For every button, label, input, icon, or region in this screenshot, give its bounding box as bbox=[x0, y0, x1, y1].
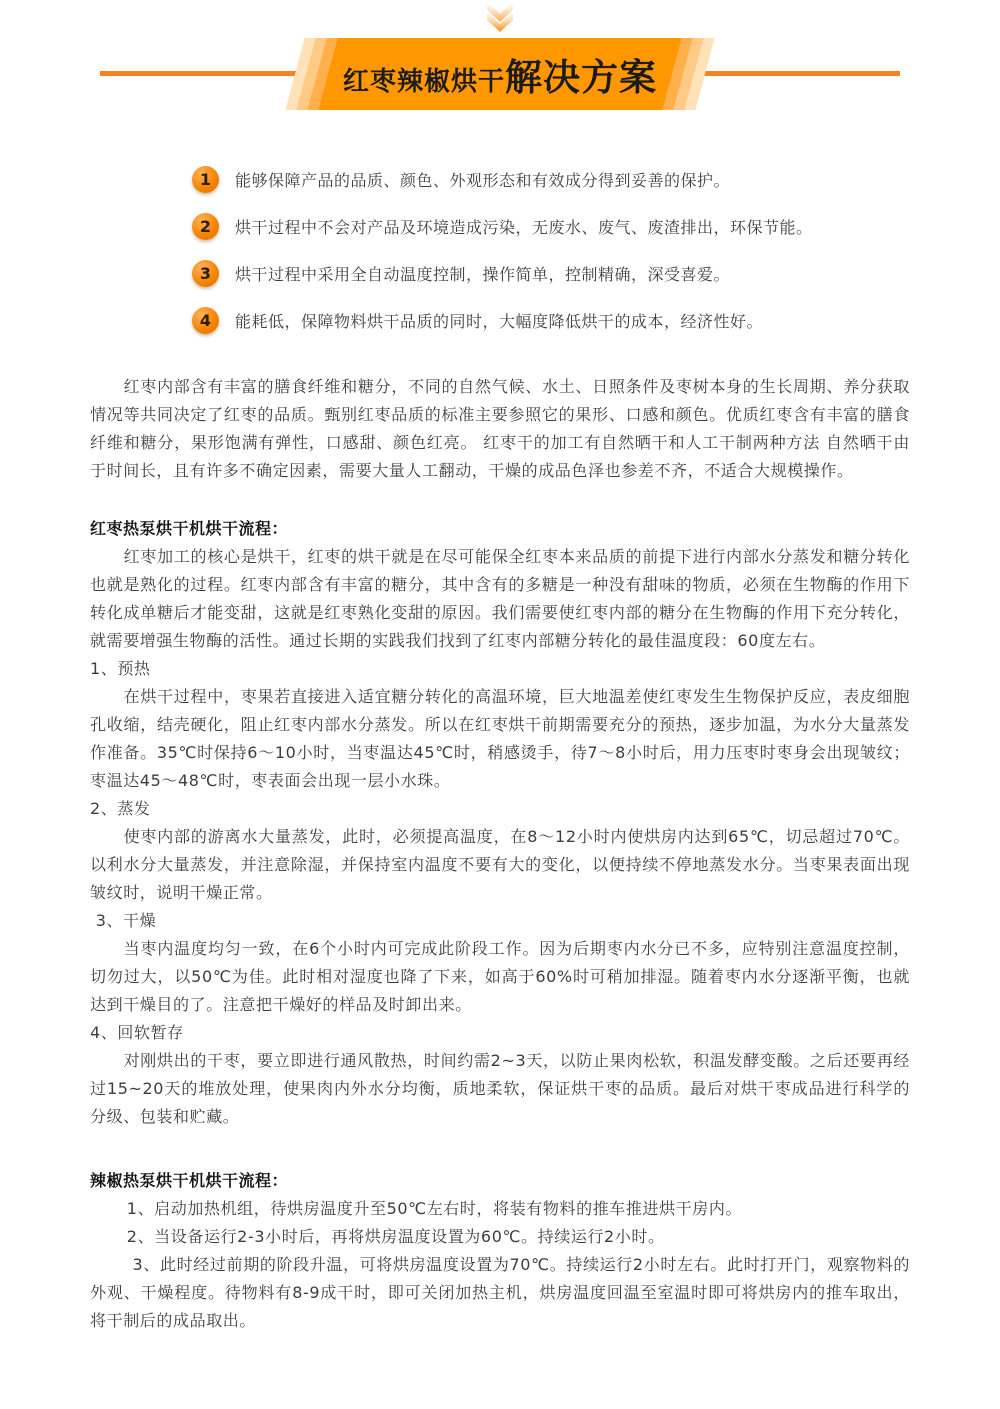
number-badge-4: 4 bbox=[192, 307, 219, 334]
article-body bbox=[90, 373, 910, 1335]
jujube-step-title-4: 4、回软暂存 bbox=[90, 1023, 184, 1042]
highlight-text: 能耗低，保障物料烘干品质的同时，大幅度降低烘干的成本，经济性好。 bbox=[235, 312, 764, 331]
highlight-text: 烘干过程中采用全自动温度控制，操作简单，控制精确，深受喜爱。 bbox=[235, 265, 731, 284]
highlight-item bbox=[192, 166, 910, 194]
chili-step-3: 3、此时经过前期的阶段升温，可将烘房温度设置为70℃。持续运行2小时左右。此时打开门，观察物料的外观、干燥程度。待物料有8-9成干时，即可关闭加热主机，烘房温度回温至室温时即可将烘房内的推车取出，将干制后的成品取出。 bbox=[90, 1255, 910, 1330]
chevron-down-icon bbox=[482, 2, 518, 36]
section-heading-jujube: 红枣热泵烘干机烘干流程： bbox=[90, 519, 289, 538]
highlight-list bbox=[192, 166, 910, 335]
highlight-item bbox=[192, 307, 910, 335]
number-badge-1: 1 bbox=[192, 166, 219, 193]
number-badge-2: 2 bbox=[192, 213, 219, 240]
jujube-step-title-3: 3、干燥 bbox=[90, 911, 157, 930]
jujube-step-title-2: 2、蒸发 bbox=[90, 799, 151, 818]
header-arrow-wrap bbox=[0, 0, 1000, 36]
jujube-step-title-1: 1、预热 bbox=[90, 659, 151, 678]
chili-step-1: 1、启动加热机组，待烘房温度升至50℃左右时，将装有物料的推车推进烘干房内。 bbox=[126, 1199, 743, 1218]
section-heading-chili: 辣椒热泵烘干机烘干流程： bbox=[90, 1171, 289, 1190]
number-badge-3: 3 bbox=[192, 260, 219, 287]
highlight-item bbox=[192, 260, 910, 288]
jujube-step-body-2: 使枣内部的游离水大量蒸发，此时，必须提高温度，在8～12小时内使烘房内达到65℃，切忌超过70℃。以利水分大量蒸发，并注意除湿，并保持室内温度不要有大的变化，以便持续不停地蒸发水分。当枣果表面出现皱纹时，说明干燥正常。 bbox=[90, 827, 910, 902]
jujube-overview: 红枣加工的核心是烘干，红枣的烘干就是在尽可能保全红枣本来品质的前提下进行内部水分蒸发和糖分转化也就是熟化的过程。红枣内部含有丰富的糖分，其中含有的多糖是一种没有甜味的物质，必须在生物酶的作用下转化成单糖后才能变甜，这就是红枣熟化变甜的原因。我们需要使红枣内部的糖分在生物酶的作用下充分转化，就需要增强生物酶的活性。通过长期的实践我们找到了红枣内部糖分转化的最佳温度段：60度左右。 bbox=[90, 547, 910, 650]
page-title-small: 红枣辣椒烘干 bbox=[342, 67, 505, 97]
chili-step-2: 2、当设备运行2-3小时后，再将烘房温度设置为60℃。持续运行2小时。 bbox=[126, 1227, 665, 1246]
header bbox=[0, 38, 1000, 112]
page-title bbox=[343, 47, 657, 101]
title-banner bbox=[285, 38, 714, 110]
highlight-text: 能够保障产品的品质、颜色、外观形态和有效成分得到妥善的保护。 bbox=[235, 171, 731, 190]
jujube-step-body-4: 对刚烘出的干枣，要立即进行通风散热，时间约需2~3天，以防止果肉松软，积温发酵变酸。之后还要再经过15~20天的堆放处理，使果肉内外水分均衡，质地柔软，保证烘干枣的品质。最后对烘干枣成品进行科学的分级、包装和贮藏。 bbox=[90, 1051, 910, 1126]
jujube-step-body-1: 在烘干过程中，枣果若直接进入适宜糖分转化的高温环境，巨大地温差使红枣发生生物保护反应，表皮细胞孔收缩，结壳硬化，阻止红枣内部水分蒸发。所以在红枣烘干前期需要充分的预热，逐步加温，为水分大量蒸发作准备。35℃时保持6～10小时，当枣温达45℃时，稍感烫手，待7～8小时后，用力压枣时枣身会出现皱纹；枣温达45～48℃时，枣表面会出现一层小水珠。 bbox=[90, 687, 910, 790]
highlight-item bbox=[192, 213, 910, 241]
highlight-text: 烘干过程中不会对产品及环境造成污染，无废水、废气、废渣排出，环保节能。 bbox=[235, 218, 813, 237]
intro-paragraph: 红枣内部含有丰富的膳食纤维和糖分，不同的自然气候、水土、日照条件及枣树本身的生长周期、养分获取情况等共同决定了红枣的品质。甄别红枣品质的标准主要参照它的果形、口感和颜色。优质红枣含有丰富的膳食纤维和糖分，果形饱满有弹性，口感甜、颜色红亮。 红枣干的加工有自然晒干和人工干制两种方法 自然晒干由于时间长，且有许多不确定因素，需要大量人工翻动，干燥的成品色泽也参差不齐，不适合大规模操作。 bbox=[90, 377, 910, 480]
jujube-step-body-3: 当枣内温度均匀一致，在6个小时内可完成此阶段工作。因为后期枣内水分已不多，应特别注意温度控制，切勿过大，以50℃为佳。此时相对湿度也降了下来，如高于60%时可稍加排湿。随着枣内水分逐渐平衡，也就达到干燥目的了。注意把干燥好的样品及时卸出来。 bbox=[90, 939, 910, 1014]
page-title-large: 解决方案 bbox=[505, 56, 657, 99]
